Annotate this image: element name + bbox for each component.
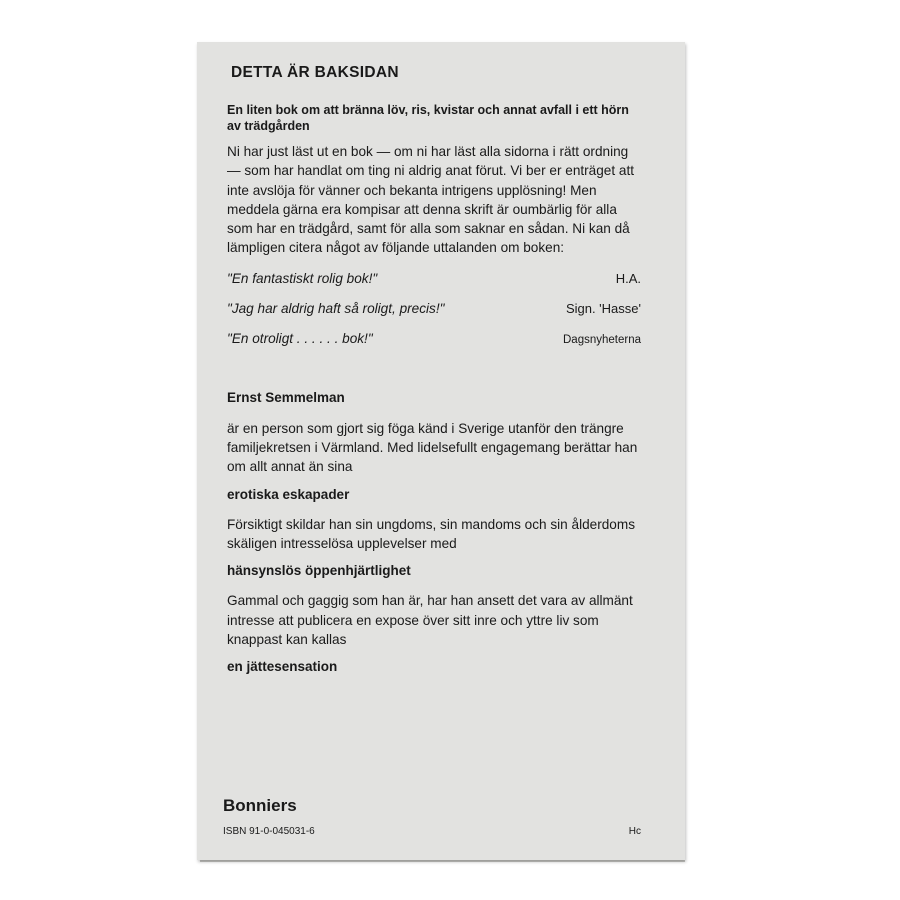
publisher-name: Bonniers	[223, 796, 297, 815]
book-back-cover	[197, 42, 685, 860]
cover-text	[227, 64, 641, 687]
intro-paragraph: Ni har just läst ut en bok — om ni har läst alla sidorna i rätt ordning — som har handlat om ting ni aldrig anat förut. Vi ber er enträget att inte avslöja för vänner och bekanta intrigens upplösning! Men meddela gärna era kompisar att denna skrift är oumbärlig för alla som har en trädgård, samt för alla som saknar en sådan. Ni kan då lämpligen citera något av följande uttalanden om boken:	[227, 144, 635, 256]
isbn-number: ISBN 91-0-045031-6	[223, 826, 315, 837]
cover-subheading: En liten bok om att bränna löv, ris, kvistar och annat avfall i ett hörn av trädgården	[227, 103, 629, 133]
price-code: Hc	[628, 826, 641, 837]
paragraph-2: Försiktigt skildar han sin ungdoms, sin mandoms och sin ålderdoms skäligen intresselösa upplevelser med	[227, 516, 635, 551]
quote-row	[227, 294, 641, 324]
author-name: Ernst Semmelman	[227, 389, 345, 405]
quote-source: H.A.	[615, 270, 641, 286]
quote-text: "En fantastiskt rolig bok!"	[227, 270, 378, 286]
quote-source: Sign. 'Hasse'	[565, 300, 641, 316]
paragraph-3: Gammal och gaggig som han är, har han ansett det vara av allmänt intresse att publicera en expose över sitt inre och yttre liv som knappast kan kallas	[227, 593, 633, 647]
bold-phrase-1: erotiska eskapader	[227, 486, 350, 502]
quote-text: "En otroligt . . . . . . bok!"	[227, 330, 373, 346]
bold-phrase-2: hänsynslös öppenhjärtlighet	[227, 563, 411, 579]
bold-phrase-3: en jättesensation	[227, 659, 338, 675]
author-paragraph: är en person som gjort sig föga känd i Sverige utanför den trängre familjekretsen i Värmland. Med lidelsefullt engagemang berättar han om allt annat än sina	[227, 420, 638, 475]
quote-row	[227, 324, 641, 354]
quotes-list	[227, 264, 641, 354]
quote-row	[227, 264, 641, 294]
cover-heading: DETTA ÄR BAKSIDAN	[231, 64, 399, 81]
quote-text: "Jag har aldrig haft så roligt, precis!"	[227, 300, 445, 316]
quote-source: Dagsnyheterna	[563, 333, 641, 346]
